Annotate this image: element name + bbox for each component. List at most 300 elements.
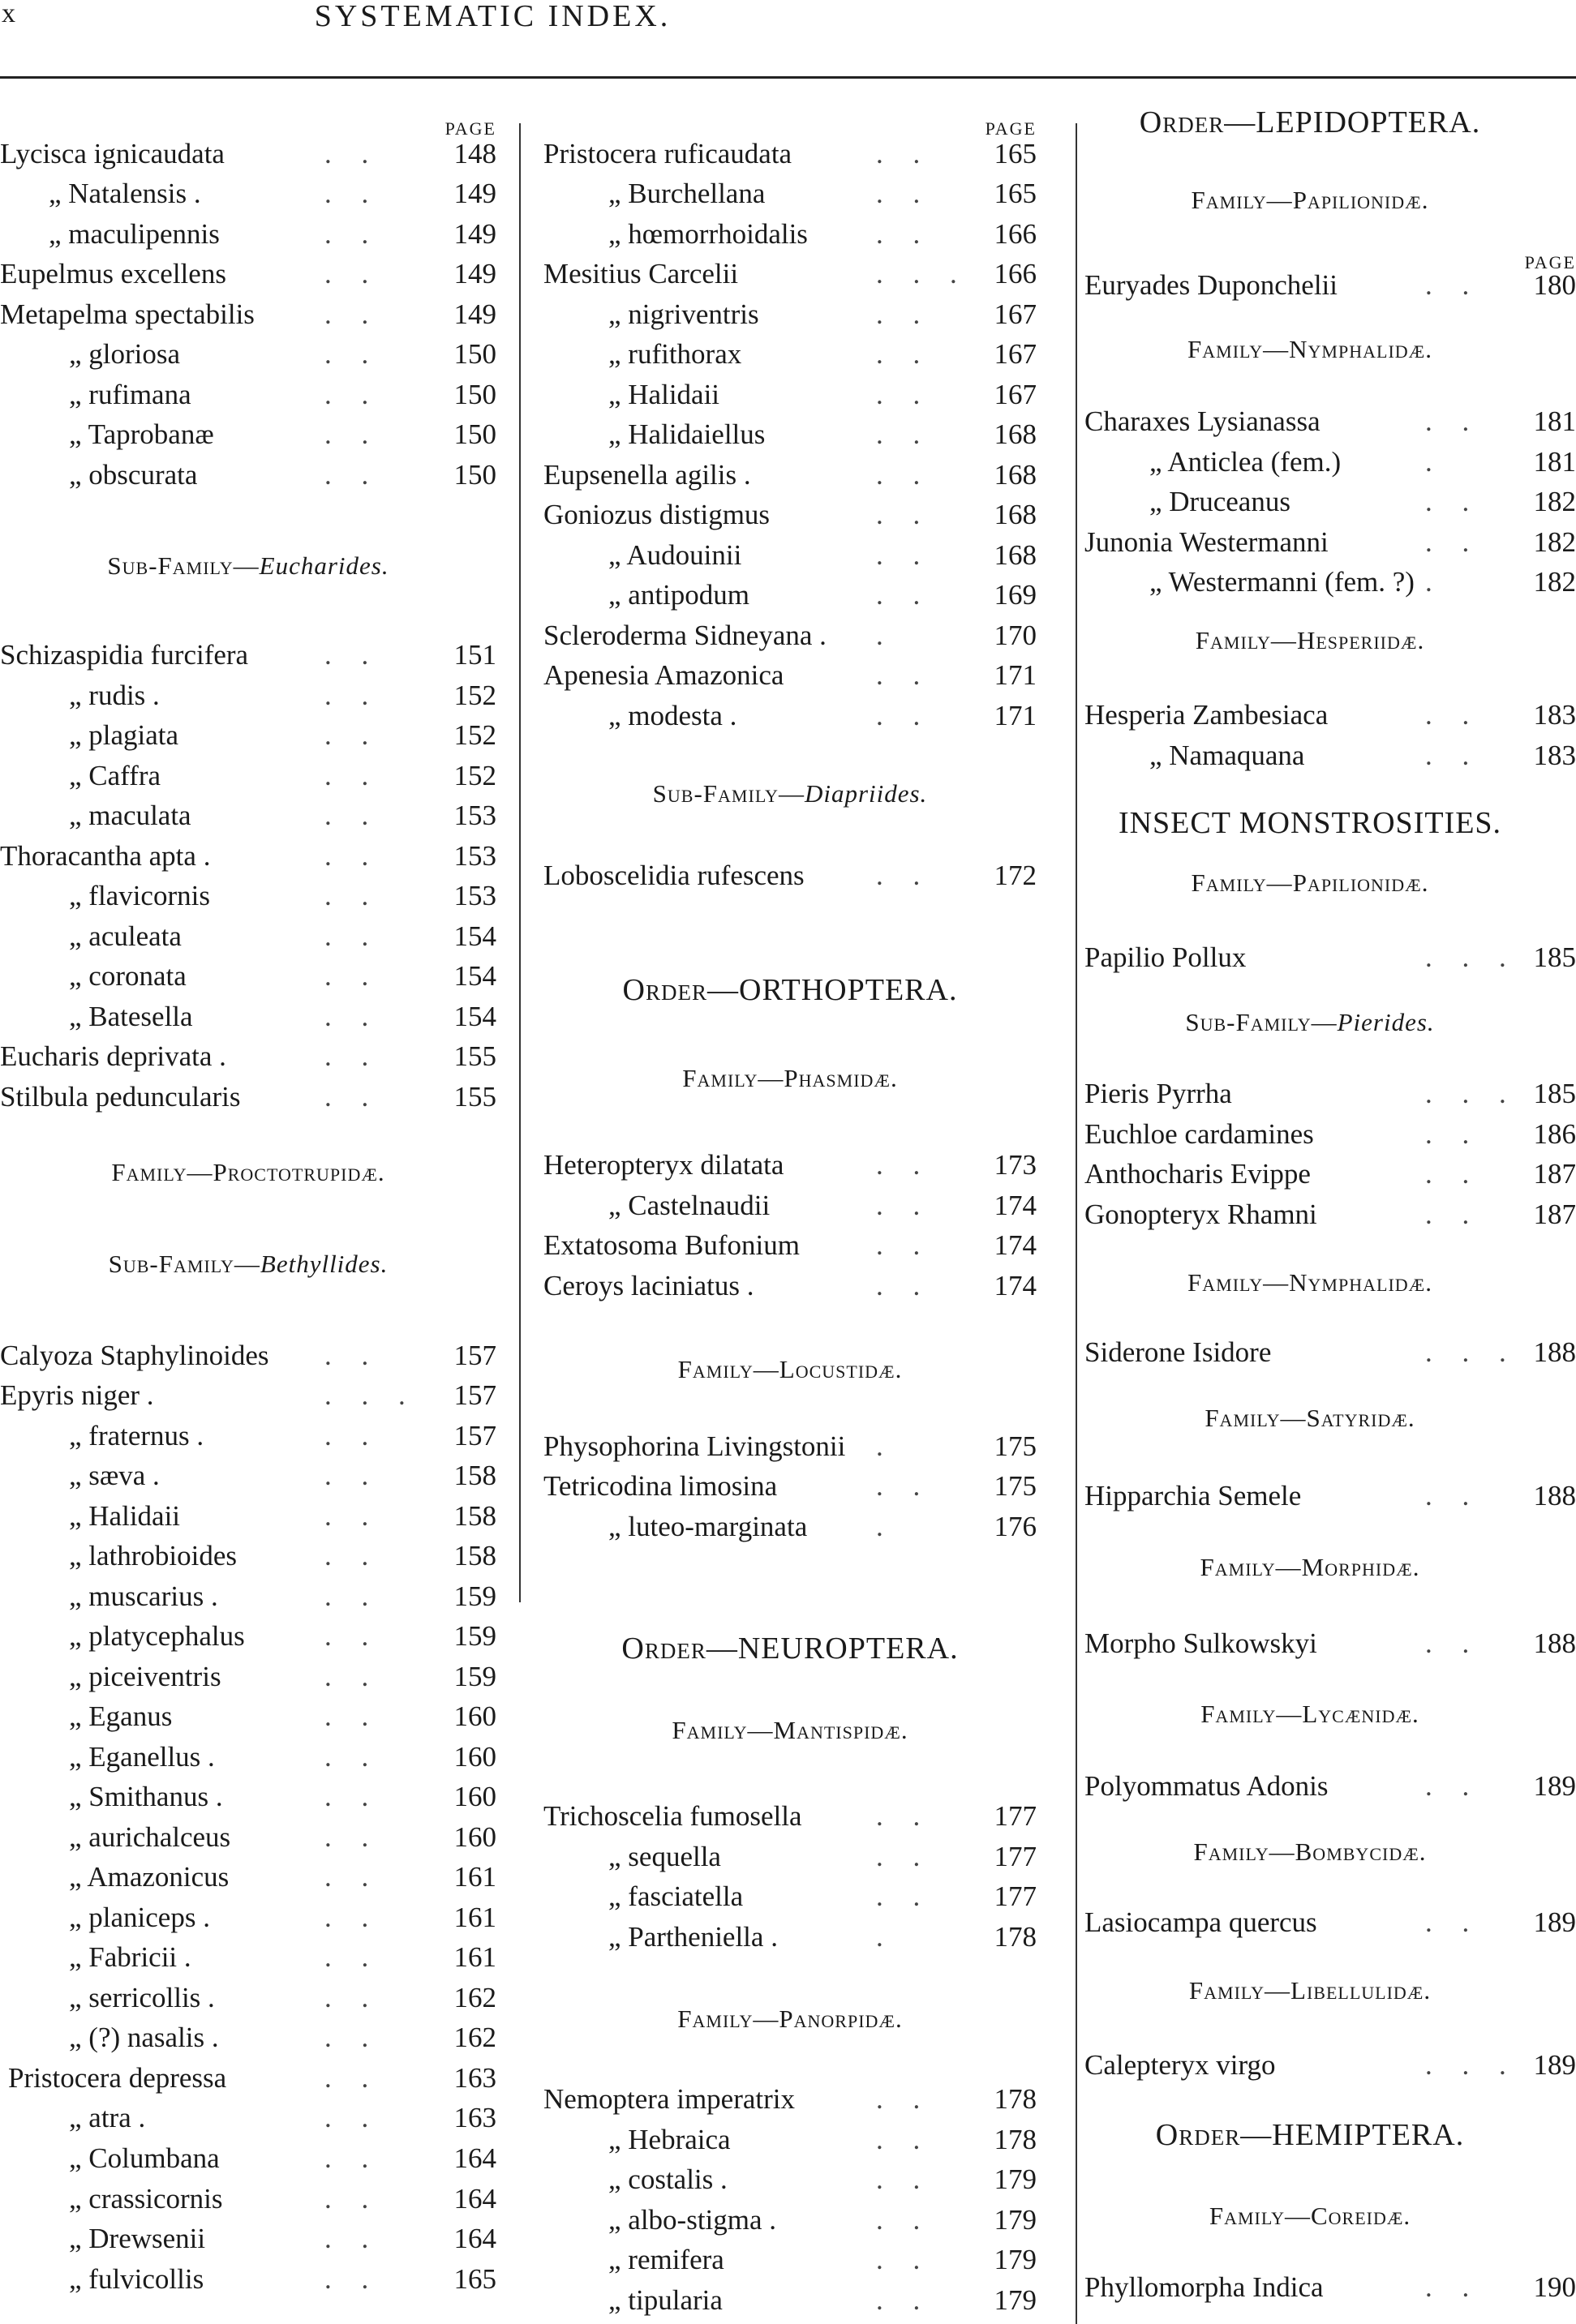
leader-dots: . .	[324, 138, 380, 169]
index-entry	[1084, 266, 1576, 305]
entry-page-number: 153	[453, 800, 496, 831]
leader-dots: . .	[324, 680, 380, 711]
heading-prefix: Family—	[677, 2005, 779, 2033]
subfamily-heading-eucharides	[0, 551, 496, 581]
index-entry	[543, 295, 1037, 334]
entry-page-number: 185	[1533, 941, 1576, 973]
page-column-label: PAGE	[985, 118, 1037, 139]
heading-name: Satyridæ.	[1306, 1404, 1415, 1432]
entry-page-number: 168	[994, 459, 1037, 491]
entry-page-number: 159	[453, 1580, 496, 1612]
leader-dots: . .	[324, 218, 380, 250]
entry-page-number: 167	[994, 379, 1037, 410]
entry-name: „ remifera	[608, 2244, 724, 2275]
index-entry	[1084, 443, 1576, 482]
entry-page-number: 151	[453, 639, 496, 671]
index-entry	[543, 576, 1037, 615]
entry-page-number: 188	[1533, 1336, 1576, 1368]
heading-name: Morphidæ.	[1301, 1553, 1420, 1581]
index-entry	[543, 656, 1037, 695]
heading-prefix: Order—	[1155, 2118, 1273, 2152]
leader-dots: .	[876, 1921, 895, 1953]
index-entry	[543, 135, 1037, 174]
entry-name: Tetricodina limosina	[543, 1470, 778, 1502]
heading-name: Nymphalidæ.	[1289, 1268, 1432, 1297]
entry-name: „ gloriosa	[69, 338, 181, 370]
heading-name: Coreidæ.	[1310, 2202, 1411, 2230]
entry-name: Eupelmus excellens	[0, 258, 226, 289]
leader-dots: . .	[324, 1620, 380, 1652]
heading-name: HEMIPTERA.	[1272, 2118, 1465, 2152]
index-entry	[543, 1146, 1037, 1185]
entry-page-number: 185	[1533, 1078, 1576, 1109]
entry-name: Heteropteryx dilatata	[543, 1149, 784, 1181]
entry-page-number: 176	[994, 1511, 1037, 1542]
heading-prefix: Family—	[677, 1355, 779, 1383]
entry-name: Hipparchia Semele	[1084, 1480, 1302, 1511]
leader-dots: . .	[876, 1800, 932, 1832]
entry-name: Junonia Westermanni	[1084, 526, 1329, 558]
entry-name: Physophorina Livingstonii	[543, 1430, 846, 1462]
entry-name: Goniozus distigmus	[543, 499, 771, 530]
leader-dots: . .	[324, 418, 380, 450]
heading-name: Eucharides.	[259, 551, 389, 580]
entry-name: „ modesta .	[608, 700, 737, 731]
index-entry	[1084, 523, 1576, 562]
family-heading-phasmid	[543, 1064, 1037, 1093]
leader-dots: . .	[876, 1841, 932, 1872]
header-rule	[0, 76, 1576, 79]
entry-page-number: 160	[453, 1741, 496, 1773]
entry-page-number: 154	[453, 920, 496, 952]
entry-name: Nemoptera imperatrix	[543, 2083, 796, 2115]
index-entry	[0, 1818, 496, 1857]
index-entry	[543, 415, 1037, 454]
index-entry	[543, 495, 1037, 534]
leader-dots: . .	[1425, 699, 1481, 731]
entry-page-number: 164	[453, 2142, 496, 2174]
entry-name: „ Namaquana	[1149, 740, 1305, 771]
index-entry	[543, 174, 1037, 213]
leader-dots: . .	[324, 2102, 380, 2133]
index-entry	[0, 215, 496, 254]
index-entry	[543, 375, 1037, 414]
entry-page-number: 167	[994, 298, 1037, 330]
index-entry	[0, 1037, 496, 1076]
leader-dots: . .	[876, 1229, 932, 1261]
entry-page-number: 177	[994, 1800, 1037, 1832]
heading-name: Bombycidæ.	[1295, 1837, 1427, 1866]
entry-page-number: 170	[994, 620, 1037, 651]
entry-name: „ rudis .	[69, 680, 160, 711]
family-heading-nymphalid	[1084, 335, 1535, 364]
entry-name: Epyris niger .	[0, 1379, 154, 1411]
entry-name: „ rufithorax	[608, 338, 742, 370]
heading-name: Hesperiidæ.	[1296, 626, 1425, 654]
leader-dots: . .	[324, 719, 380, 751]
entry-name: Phyllomorpha Indica	[1084, 2271, 1324, 2303]
entry-page-number: 150	[453, 418, 496, 450]
entry-page-number: 168	[994, 499, 1037, 530]
entry-name: Mesitius Carcelii	[543, 258, 739, 289]
entry-page-number: 150	[453, 379, 496, 410]
leader-dots: . .	[1425, 1118, 1481, 1150]
entry-name: „ muscarius .	[69, 1580, 218, 1612]
entry-name: „ maculipennis	[49, 218, 220, 250]
entry-name: „ Taprobanæ	[69, 418, 214, 450]
entry-name: Stilbula peduncularis	[0, 1081, 241, 1113]
entry-page-number: 189	[1533, 2049, 1576, 2081]
index-entry	[0, 255, 496, 294]
index-entry	[0, 1336, 496, 1375]
index-entry	[0, 2180, 496, 2219]
entry-page-number: 177	[994, 1880, 1037, 1912]
leader-dots: . .	[876, 860, 932, 891]
family-heading-hesperiid	[1084, 626, 1535, 655]
entry-page-number: 183	[1533, 740, 1576, 771]
entry-page-number: 160	[453, 1821, 496, 1853]
index-entry	[1084, 1195, 1576, 1234]
index-entry	[0, 997, 496, 1036]
entry-page-number: 189	[1533, 1770, 1576, 1802]
entry-page-number: 178	[994, 1921, 1037, 1953]
entry-page-number: 150	[453, 459, 496, 491]
leader-dots: . .	[324, 1040, 380, 1072]
order-heading-neuroptera	[543, 1631, 1037, 1666]
entry-name: „ fulvicollis	[69, 2263, 204, 2295]
entry-page-number: 167	[994, 338, 1037, 370]
index-entry	[0, 1657, 496, 1696]
index-entry	[0, 2219, 496, 2258]
entry-page-number: 187	[1533, 1158, 1576, 1190]
index-entry	[1084, 696, 1576, 735]
column-divider-2	[1076, 123, 1077, 2324]
section-heading-insect-monstrosities	[1084, 805, 1535, 841]
leader-dots: . . .	[1425, 1078, 1518, 1109]
heading-prefix: Order—	[621, 1632, 738, 1666]
entry-page-number: 166	[994, 258, 1037, 289]
entry-page-number: 162	[453, 2022, 496, 2053]
heading-name: Mantispidæ.	[773, 1716, 908, 1744]
entry-name: „ Halidaii	[608, 379, 720, 410]
index-entry	[0, 2059, 496, 2098]
subfamily-heading-bethyllides	[0, 1250, 496, 1279]
index-entry	[543, 2160, 1037, 2199]
entry-name: „ rufimana	[69, 379, 191, 410]
entry-name: „ Eganus	[69, 1700, 173, 1732]
entry-name: Pristocera depressa	[8, 2062, 227, 2094]
leader-dots: . .	[324, 258, 380, 289]
leader-dots: . .	[324, 840, 380, 872]
entry-name: „ fraternus .	[69, 1420, 204, 1451]
index-entry	[1084, 1624, 1576, 1663]
order-heading-lepidoptera	[1084, 105, 1535, 140]
heading-prefix: Family—	[1200, 1700, 1303, 1728]
entry-name: „ piceiventris	[69, 1661, 221, 1692]
entry-page-number: 171	[994, 659, 1037, 691]
entry-page-number: 173	[994, 1149, 1037, 1181]
index-entry	[543, 1186, 1037, 1225]
leader-dots: . .	[1425, 1627, 1481, 1659]
heading-prefix: Sub-Family—	[1185, 1008, 1338, 1036]
entry-page-number: 188	[1533, 1480, 1576, 1511]
entry-page-number: 166	[994, 218, 1037, 250]
leader-dots: . .	[1425, 1480, 1481, 1511]
family-heading-morphid	[1084, 1553, 1535, 1582]
index-entry	[543, 2281, 1037, 2320]
leader-dots: . .	[1425, 1198, 1481, 1230]
entry-name: Papilio Pollux	[1084, 941, 1247, 973]
index-entry	[0, 1497, 496, 1536]
index-entry	[0, 335, 496, 374]
entry-name: Schizaspidia furcifera	[0, 639, 249, 671]
entry-name: Eucharis deprivata .	[0, 1040, 226, 1072]
index-entry	[543, 1427, 1037, 1466]
leader-dots: .	[876, 1511, 895, 1542]
entry-page-number: 168	[994, 539, 1037, 571]
index-entry	[0, 1738, 496, 1777]
leader-dots: . .	[876, 1470, 932, 1502]
entry-page-number: 181	[1533, 405, 1576, 437]
subfamily-heading-diapriides	[543, 779, 1037, 808]
index-entry	[543, 1918, 1037, 1957]
entry-page-number: 177	[994, 1841, 1037, 1872]
index-entry	[1084, 1477, 1576, 1516]
heading-name: Proctotrupidæ.	[213, 1158, 385, 1186]
leader-dots: . . .	[1425, 941, 1518, 973]
family-heading-papilionid	[1084, 186, 1535, 215]
entry-page-number: 154	[453, 1001, 496, 1032]
entry-name: Charaxes Lysianassa	[1084, 405, 1320, 437]
heading-name: Pierides.	[1337, 1008, 1435, 1036]
entry-page-number: 153	[453, 880, 496, 911]
heading-prefix: Family—	[1188, 1976, 1291, 2005]
entry-page-number: 160	[453, 1700, 496, 1732]
entry-name: Eupsenella agilis .	[543, 459, 751, 491]
entry-name: „ Fabricii .	[69, 1941, 191, 1973]
entry-name: Lasiocampa quercus	[1084, 1906, 1317, 1938]
entry-name: „ sæva .	[69, 1460, 160, 1491]
index-entry	[0, 2260, 496, 2299]
family-heading-nymphalid	[1084, 1268, 1535, 1297]
leader-dots: . .	[324, 760, 380, 791]
leader-dots: . .	[1425, 1770, 1481, 1802]
entry-name: „ Halidaii	[69, 1500, 181, 1532]
family-heading-papilionid	[1084, 868, 1535, 898]
index-entry	[0, 1617, 496, 1656]
leader-dots: . .	[876, 178, 932, 209]
index-entry	[1084, 1333, 1576, 1372]
entry-name: Anthocharis Evippe	[1084, 1158, 1311, 1190]
entry-page-number: 160	[453, 1781, 496, 1812]
index-entry	[1084, 2046, 1576, 2085]
heading-prefix: Family—	[111, 1158, 213, 1186]
index-entry	[1084, 563, 1576, 602]
entry-page-number: 159	[453, 1620, 496, 1652]
family-heading-libellulid	[1084, 1976, 1535, 2005]
entry-page-number: 157	[453, 1379, 496, 1411]
index-entry	[543, 2120, 1037, 2159]
index-entry	[0, 877, 496, 915]
entry-name: „ lathrobioides	[69, 1540, 238, 1571]
heading-name: Panorpidæ.	[779, 2005, 903, 2033]
entry-page-number: 161	[453, 1861, 496, 1893]
entry-name: „ obscurata	[69, 459, 198, 491]
index-entry	[0, 837, 496, 876]
entry-name: Polyommatus Adonis	[1084, 1770, 1329, 1802]
heading-name: LEPIDOPTERA.	[1256, 105, 1481, 139]
entry-name: „ maculata	[69, 800, 191, 831]
entry-page-number: 158	[453, 1540, 496, 1571]
leader-dots: . .	[324, 178, 380, 209]
index-entry	[543, 456, 1037, 495]
entry-name: „ Eganellus .	[69, 1741, 215, 1773]
heading-prefix: Family—	[1200, 1553, 1302, 1581]
entry-name: „ platycephalus	[69, 1620, 245, 1652]
entry-page-number: 182	[1533, 526, 1576, 558]
leader-dots: . .	[876, 1190, 932, 1221]
entry-name: Ceroys laciniatus .	[543, 1270, 754, 1301]
entry-page-number: 152	[453, 719, 496, 751]
entry-name: „ tipularia	[608, 2284, 723, 2316]
family-heading-coreid	[1084, 2202, 1535, 2231]
entry-name: „ albo-stigma .	[608, 2204, 777, 2236]
entry-name: Pristocera ruficaudata	[543, 138, 792, 169]
entry-name: „ sequella	[608, 1841, 721, 1872]
leader-dots: . .	[324, 379, 380, 410]
entry-page-number: 182	[1533, 486, 1576, 517]
order-heading-hemiptera	[1084, 2117, 1535, 2153]
heading-name: Libellulidæ.	[1290, 1976, 1432, 2005]
entry-page-number: 153	[453, 840, 496, 872]
leader-dots: . .	[324, 459, 380, 491]
leader-dots: . .	[1425, 526, 1481, 558]
entry-name: „ Castelnaudii	[608, 1190, 771, 1221]
entry-name: Lycisca ignicaudata	[0, 138, 225, 169]
index-entry	[1084, 2268, 1576, 2307]
leader-dots: . .	[324, 1700, 380, 1732]
page-column-label: PAGE	[1524, 252, 1576, 272]
entry-name: Calepteryx virgo	[1084, 2049, 1276, 2081]
heading-prefix: Family—	[1191, 868, 1293, 897]
index-entry	[543, 2240, 1037, 2279]
leader-dots: . .	[1425, 1158, 1481, 1190]
leader-dots: . .	[324, 1081, 380, 1113]
entry-name: „ aurichalceus	[69, 1821, 231, 1853]
index-entry	[0, 1577, 496, 1616]
index-entry	[0, 757, 496, 795]
entry-page-number: 149	[453, 218, 496, 250]
entry-page-number: 183	[1533, 699, 1576, 731]
entry-name: „ (?) nasalis .	[69, 2022, 219, 2053]
entry-name: „ nigriventris	[608, 298, 759, 330]
leader-dots: . .	[324, 1340, 380, 1371]
index-entry	[1084, 482, 1576, 521]
leader-dots: . .	[876, 218, 932, 250]
leader-dots: . .	[876, 338, 932, 370]
leader-dots: .	[1425, 566, 1444, 598]
entry-page-number: 171	[994, 700, 1037, 731]
leader-dots: . .	[324, 2142, 380, 2174]
heading-name: Lycænidæ.	[1302, 1700, 1419, 1728]
index-entry	[543, 616, 1037, 655]
leader-dots: . .	[324, 1902, 380, 1933]
leader-dots: . .	[1425, 1906, 1481, 1938]
entry-name: „ atra .	[69, 2102, 146, 2133]
index-entry	[0, 135, 496, 174]
leader-dots: .	[876, 1430, 895, 1462]
heading-name: Diapriides.	[804, 779, 928, 808]
family-heading-panorpid	[543, 2005, 1037, 2034]
entry-name: „ Batesella	[69, 1001, 193, 1032]
leader-dots: . .	[324, 639, 380, 671]
leader-dots: . .	[876, 459, 932, 491]
entry-page-number: 172	[994, 860, 1037, 891]
index-entry	[0, 1777, 496, 1816]
leader-dots: . .	[324, 1460, 380, 1491]
entry-page-number: 179	[994, 2163, 1037, 2195]
leader-dots: . .	[324, 1861, 380, 1893]
leader-dots: . .	[324, 1420, 380, 1451]
leader-dots: . .	[324, 1821, 380, 1853]
entry-page-number: 161	[453, 1902, 496, 1933]
heading-prefix: Family—	[1205, 1404, 1307, 1432]
leader-dots: . .	[876, 298, 932, 330]
entry-page-number: 161	[453, 1941, 496, 1973]
entry-page-number: 150	[453, 338, 496, 370]
entry-name: „ Natalensis .	[49, 178, 201, 209]
heading-name: Papilionidæ.	[1292, 186, 1429, 214]
entry-name: Euryades Duponchelii	[1084, 269, 1338, 301]
entry-page-number: 158	[453, 1500, 496, 1532]
heading-prefix: Family—	[1191, 186, 1293, 214]
leader-dots: . .	[876, 700, 932, 731]
leader-dots: . .	[876, 418, 932, 450]
leader-dots: . .	[876, 2083, 932, 2115]
leader-dots: . .	[1425, 269, 1481, 301]
entry-page-number: 190	[1533, 2271, 1576, 2303]
entry-page-number: 169	[994, 579, 1037, 611]
index-entry	[1084, 1767, 1576, 1806]
entry-name: „ Partheniella .	[608, 1921, 778, 1953]
entry-page-number: 175	[994, 1470, 1037, 1502]
entry-page-number: 174	[994, 1229, 1037, 1261]
entry-name: „ hœmorrhoidalis	[608, 218, 808, 250]
entry-page-number: 188	[1533, 1627, 1576, 1659]
leader-dots: . .	[876, 1270, 932, 1301]
index-entry	[1084, 1074, 1576, 1113]
entry-name: „ antipodum	[608, 579, 749, 611]
leader-dots: . .	[324, 1540, 380, 1571]
family-heading-proctotrupid	[0, 1158, 496, 1187]
entry-name: „ plagiata	[69, 719, 179, 751]
heading-prefix: Sub-Family—	[107, 551, 260, 580]
index-entry	[543, 1877, 1037, 1916]
entry-page-number: 162	[453, 1982, 496, 2013]
index-entry	[543, 697, 1037, 735]
heading-name: Bethyllides.	[260, 1250, 389, 1278]
index-entry	[1084, 1155, 1576, 1194]
heading-prefix: Family—	[682, 1064, 784, 1092]
leader-dots: . .	[1425, 740, 1481, 771]
family-heading-locustid	[543, 1355, 1037, 1384]
leader-dots: . .	[324, 2062, 380, 2094]
leader-dots: . .	[1425, 405, 1481, 437]
entry-name: Hesperia Zambesiaca	[1084, 699, 1329, 731]
entry-name: „ costalis .	[608, 2163, 728, 2195]
index-entry	[1084, 736, 1576, 775]
entry-page-number: 174	[994, 1190, 1037, 1221]
